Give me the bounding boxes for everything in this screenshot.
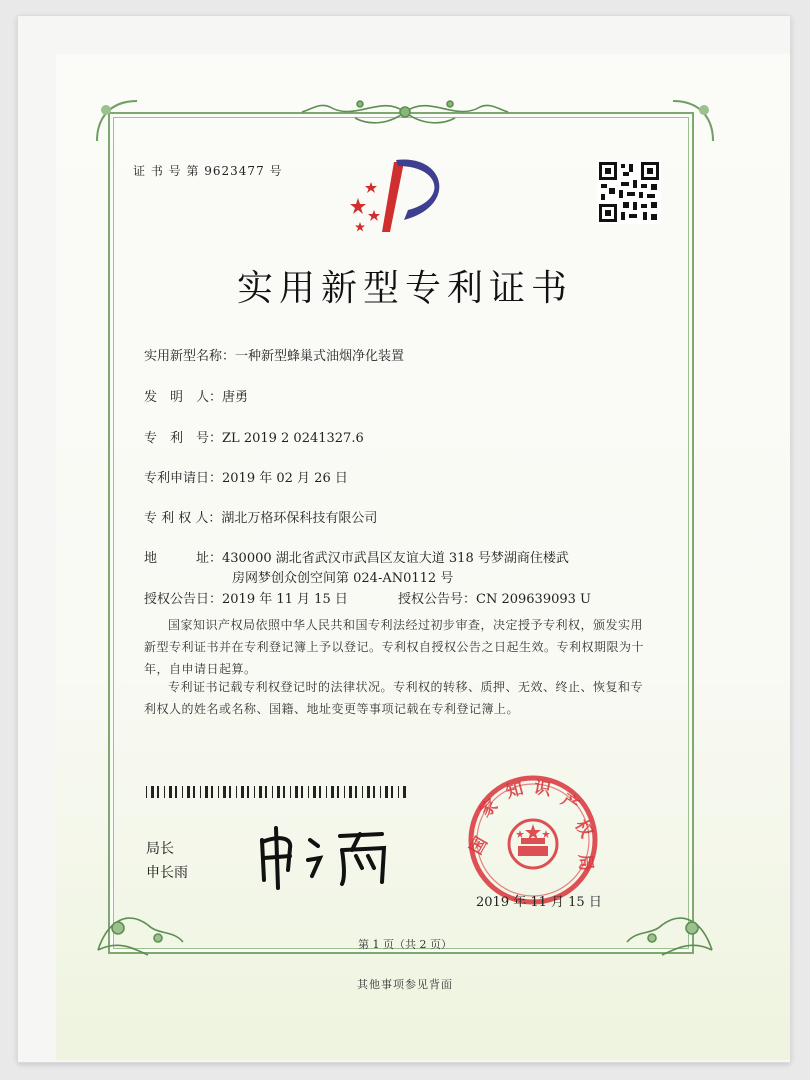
field-value: 2019 年 02 月 26 日 <box>222 471 348 486</box>
field-address-line2: 房网梦创众创空间第 024-AN0112 号 <box>232 571 454 586</box>
field-value: 430000 湖北省武汉市武昌区友谊大道 318 号梦湖商住楼武 <box>222 551 569 566</box>
svg-text:国: 国 <box>466 833 493 859</box>
svg-text:识: 识 <box>532 777 553 801</box>
legal-status-statement: 专利证书记载专利权登记时的法律状况。专利权的转移、质押、无效、终止、恢复和专利权人的姓名或名称、国籍、地址变更等事项记载在专利登记簿上。 <box>144 680 644 716</box>
svg-text:知: 知 <box>503 778 526 803</box>
field-address <box>144 547 569 566</box>
field-label: 实用新型名称： <box>144 349 236 364</box>
page-indicator: 第 1 页（共 2 页） <box>358 938 452 951</box>
top-ornament-icon <box>300 92 510 132</box>
certificate-title: 实用新型专利证书 <box>236 268 573 309</box>
field-label: 发 明 人： <box>144 390 223 405</box>
handwritten-signature-icon <box>250 820 400 890</box>
svg-text:权: 权 <box>570 816 597 842</box>
field-filing-date <box>144 467 348 486</box>
field-value: 一种新型蜂巢式油烟净化装置 <box>235 349 405 364</box>
grant-statement: 国家知识产权局依照中华人民共和国专利法经过初步审查，决定授予专利权，颁发实用新型专利证书并在专利登记簿上予以登记。专利权自授权公告之日起生效。专利权期限为十年，自申请日起算。 <box>144 618 645 676</box>
field-value: ZL 2019 2 0241327.6 <box>222 431 364 446</box>
svg-text:局: 局 <box>574 853 596 872</box>
director-title: 局长 <box>146 841 174 857</box>
field-label: 地 址： <box>144 551 223 566</box>
qr-code-icon <box>597 160 661 224</box>
field-grant-number <box>398 588 591 607</box>
field-inventor <box>144 386 248 405</box>
seal-date: 2019 年 11 月 15 日 <box>476 895 602 910</box>
corner-ornament-top-right-icon <box>668 96 718 146</box>
field-grant-date <box>144 588 348 607</box>
field-patent-number <box>144 427 364 446</box>
field-value: 唐勇 <box>222 390 249 405</box>
patent-office-logo-icon <box>346 158 456 236</box>
field-label: 专利申请日： <box>144 471 223 486</box>
field-patentee <box>144 507 377 526</box>
field-value: 2019 年 11 月 15 日 <box>222 592 348 607</box>
field-label: 授权公告日： <box>144 592 223 607</box>
barcode-icon <box>146 786 406 798</box>
field-value: CN 209639093 U <box>476 592 591 607</box>
field-value: 湖北万格环保科技有限公司 <box>221 511 378 526</box>
director-name: 申长雨 <box>146 865 188 881</box>
svg-text:产: 产 <box>557 790 583 817</box>
field-label: 专 利 号： <box>144 431 223 446</box>
field-utility-model-name <box>144 345 404 364</box>
footer-note: 其他事项参见背面 <box>357 978 453 991</box>
corner-ornament-top-left-icon <box>92 96 142 146</box>
field-label: 专 利 权 人： <box>144 511 222 526</box>
svg-text:家: 家 <box>476 795 502 822</box>
certificate-number: 证 书 号 第 9623477 号 <box>133 164 283 178</box>
field-label: 授权公告号： <box>398 592 477 607</box>
